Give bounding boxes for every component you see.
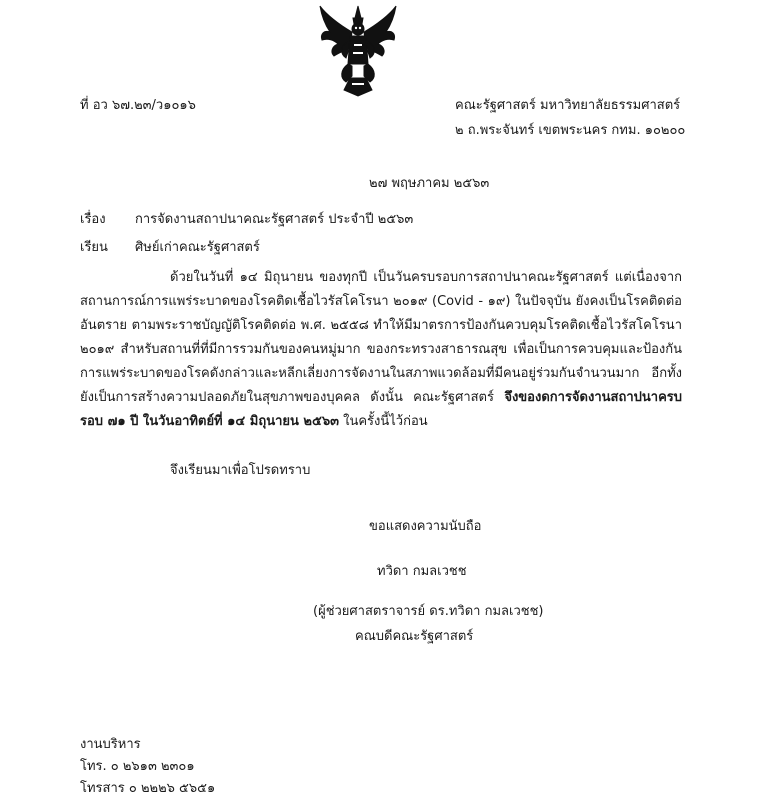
- subject-label: เรื่อง: [80, 212, 106, 227]
- signer-position: คณบดีคณะรัฐศาสตร์: [355, 629, 474, 644]
- body-text-bold: จึงของดการจัดงานสถาปนาครบรอบ ๗๑ ปี ในวันอาทิตย์ที่ ๑๔ มิถุนายน ๒๕๖๓: [80, 390, 682, 429]
- signer-full-name: (ผู้ช่วยศาสตราจารย์ ดร.ทวิดา กมลเวชช): [313, 604, 544, 619]
- garuda-emblem-icon: [316, 4, 400, 98]
- body-paragraph: [80, 266, 682, 434]
- body-text-main: ด้วยในวันที่ ๑๔ มิถุนายน ของทุกปี เป็นวันครบรอบการสถาปนาคณะรัฐศาสตร์ แต่เนื่องจากสถานการณ์การแพร่ระบาดของโรคติดเชื้อไวรัสโคโรนา ๒๐๑๙ (Covid - ๑๙) ในปัจจุบัน ยังคงเป็นโรคติดต่ออันตราย ตามพระราชบัญญัติโรคติดต่อ พ.ศ. ๒๕๕๘ ทำให้มีมาตรการป้องกันควบคุมโรคติดเชื้อไวรัสโคโรนา ๒๐๑๙ สำหรับสถานที่ที่มีการรวมกันของคนหมู่มาก ของกระทรวงสาธารณสุข เพื่อเป็นการควบคุมและป้องกันการแพร่ระบาดของโรคดังกล่าวและหลีกเลี่ยงการจัดงานในสภาพแวดล้อมที่มีคนอยู่ร่วมกันจำนวนมาก อีกทั้งยังเป็นการสร้างความปลอดภัยในสุขภาพของบุคคล ดังนั้น คณะรัฐศาสตร์: [80, 270, 682, 405]
- organization-name: คณะรัฐศาสตร์ มหาวิทยาลัยธรรมศาสตร์: [455, 98, 681, 113]
- closing-request: จึงเรียนมาเพื่อโปรดทราบ: [170, 463, 311, 478]
- footer-department: งานบริหาร: [80, 737, 141, 752]
- footer-fax: โทรสาร ๐ ๒๒๒๖ ๕๖๕๑: [80, 781, 216, 796]
- document-number: ที่ อว ๖๗.๒๓/ว๑๐๑๖: [80, 98, 196, 113]
- recipient-text: ศิษย์เก่าคณะรัฐศาสตร์: [135, 240, 260, 255]
- complimentary-close: ขอแสดงความนับถือ: [369, 519, 482, 534]
- organization-address: ๒ ถ.พระจันทร์ เขตพระนคร กทม. ๑๐๒๐๐: [455, 123, 686, 138]
- signature: ทวิดา กมลเวชช: [377, 564, 467, 579]
- document-date: ๒๗ พฤษภาคม ๒๕๖๓: [369, 176, 490, 191]
- body-text-tail: ในครั้งนี้ไว้ก่อน: [338, 414, 428, 429]
- subject-text: การจัดงานสถาปนาคณะรัฐศาสตร์ ประจำปี ๒๕๖๓: [135, 212, 414, 227]
- footer-phone: โทร. ๐ ๒๖๑๓ ๒๓๐๑: [80, 759, 195, 774]
- letter-body: [80, 266, 682, 434]
- recipient-label: เรียน: [80, 240, 108, 255]
